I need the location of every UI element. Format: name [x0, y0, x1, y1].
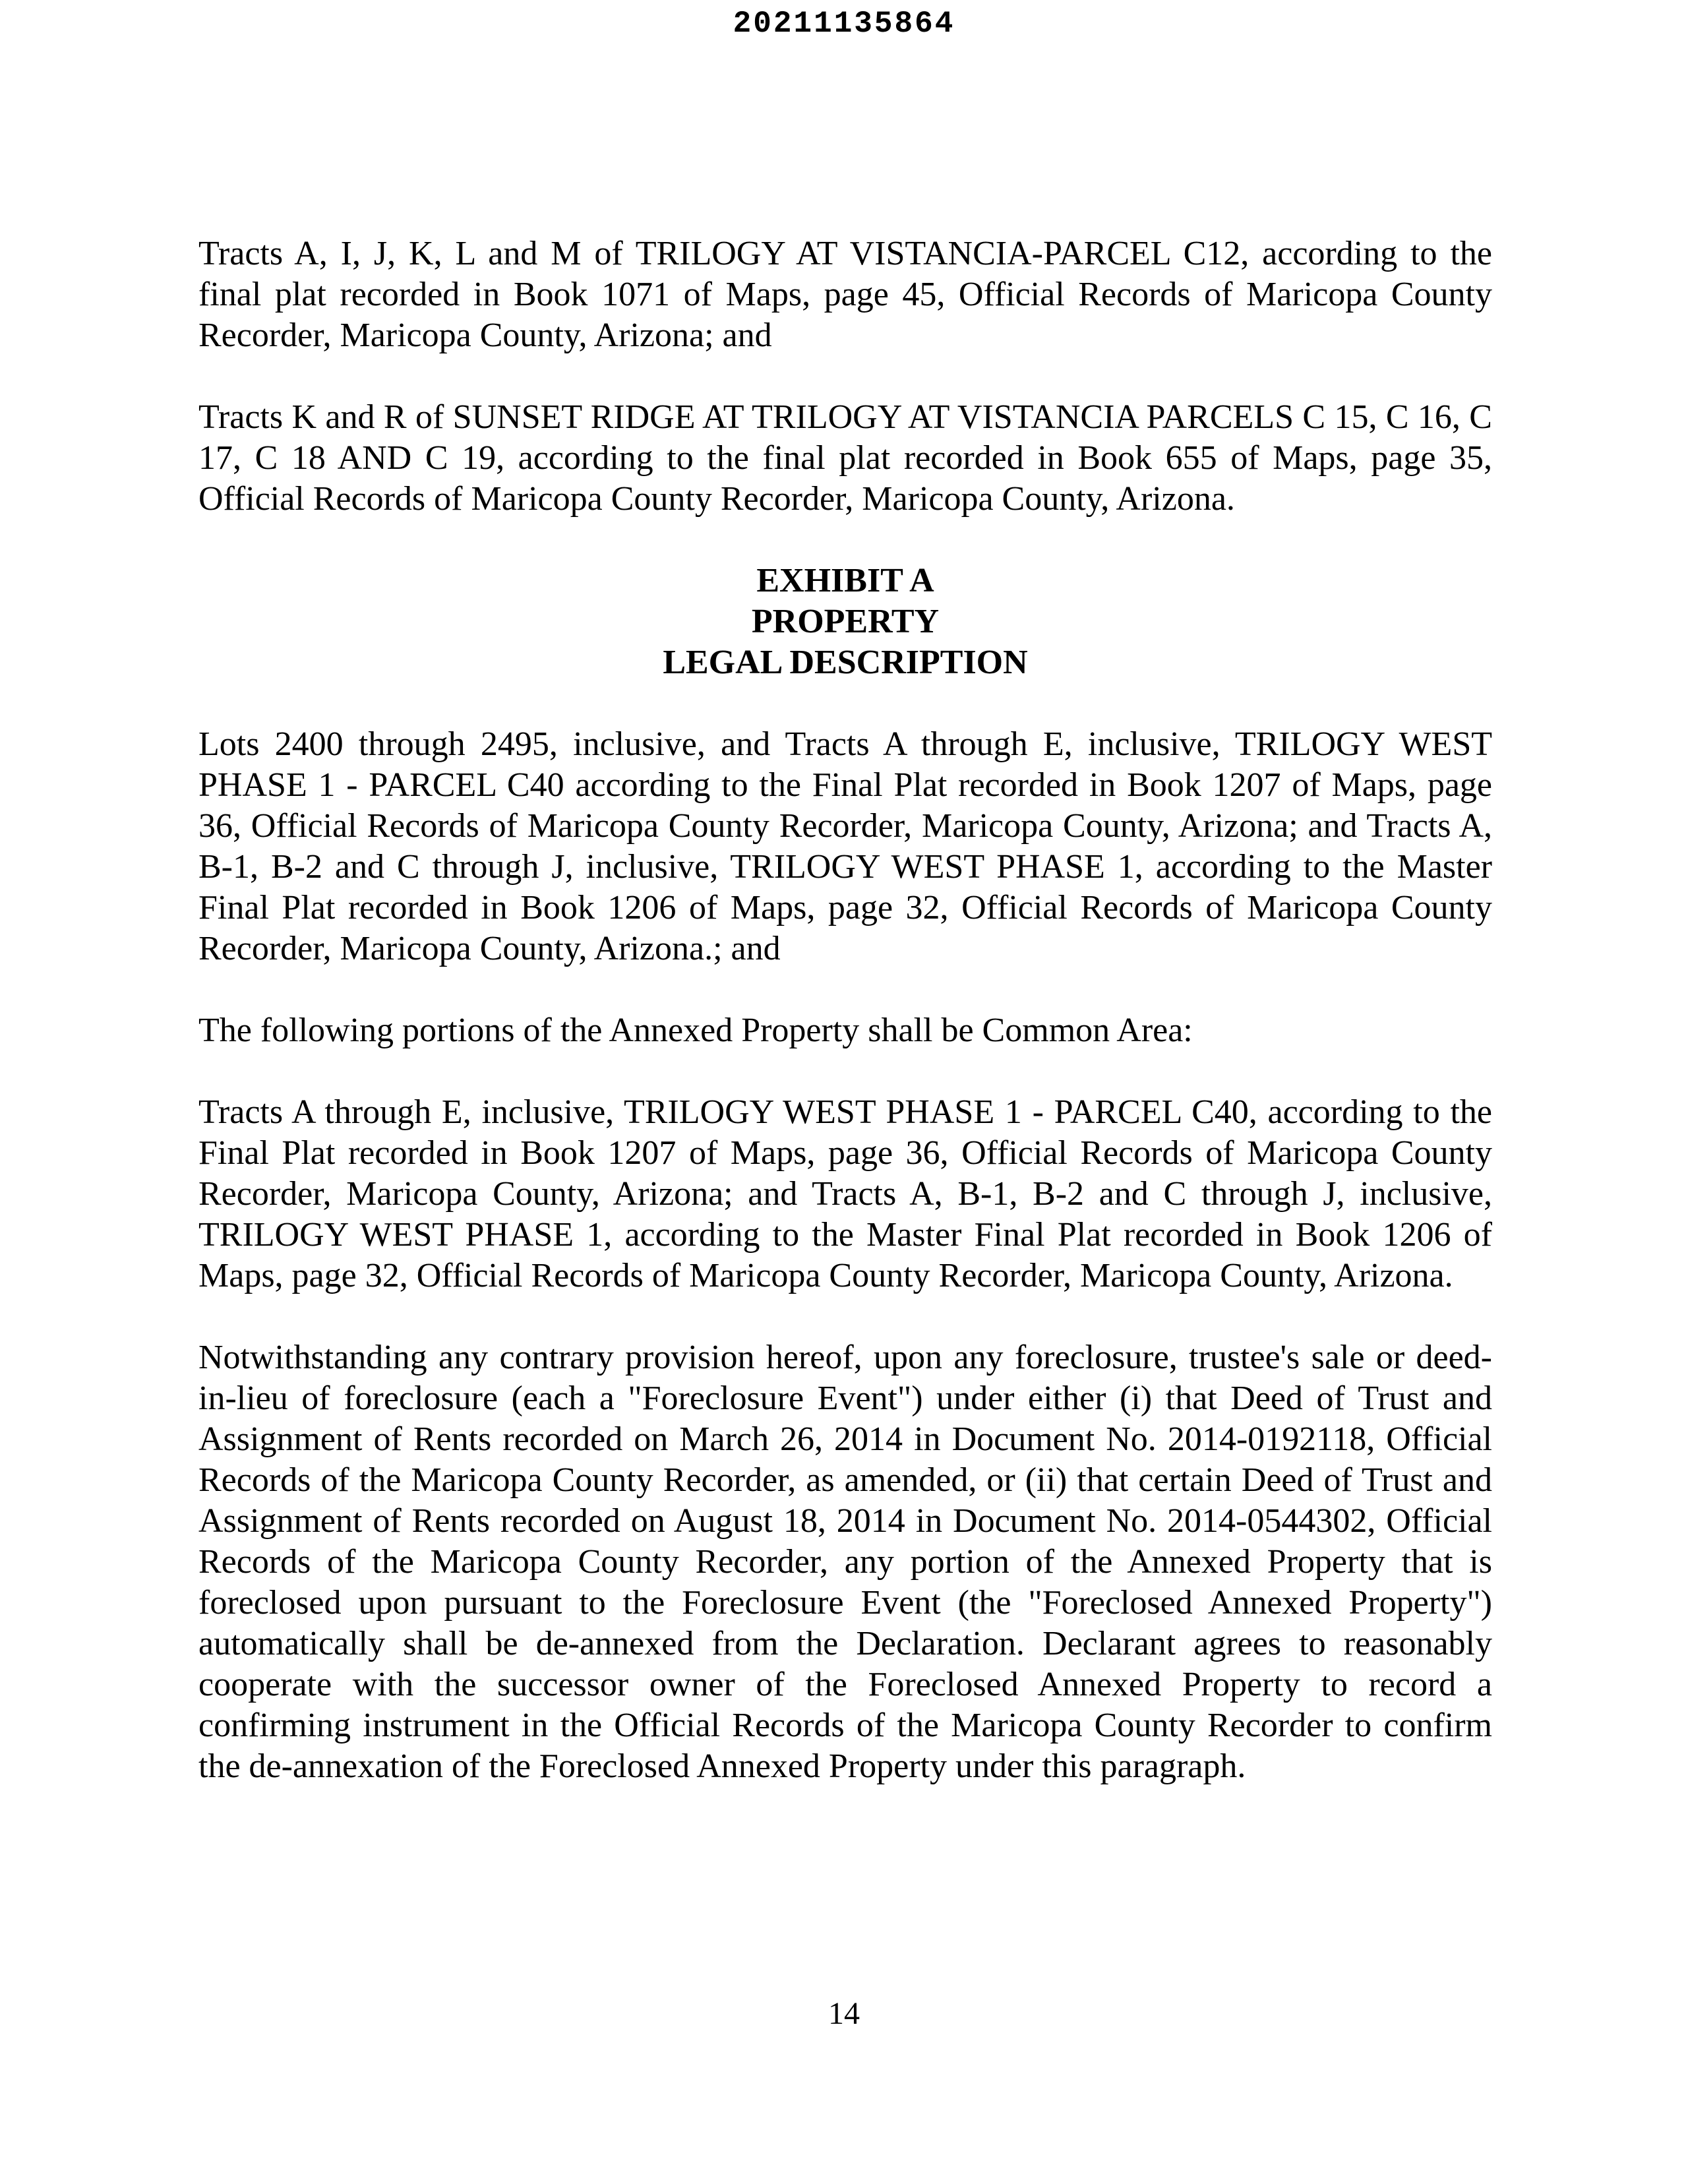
- page-body: [198, 233, 1492, 1828]
- exhibit-subtitle-legal-description: LEGAL DESCRIPTION: [663, 644, 1028, 681]
- exhibit-subtitle-property: PROPERTY: [751, 603, 940, 640]
- document-number: 20211135864: [733, 7, 955, 41]
- exhibit-heading: [198, 561, 1492, 683]
- common-area-tracts-paragraph: Tracts A through E, inclusive, TRILOGY WEST PHASE 1 - PARCEL C40, according to the Final Plat recorded in Book 1207 of Maps, page 36, Official Records of Maricopa County Recorder, Maricopa County, Arizona; and Tracts A, B-1, B-2 and C through J, inclusive, TRILOGY WEST PHASE 1, according to the Master Final Plat recorded in Book 1206 of Maps, page 32, Official Records of Maricopa County Recorder, Maricopa County, Arizona.: [198, 1093, 1492, 1294]
- exhibit-title: EXHIBIT A: [756, 562, 934, 599]
- intro-paragraph-sunset-ridge: Tracts K and R of SUNSET RIDGE AT TRILOGY AT VISTANCIA PARCELS C 15, C 16, C 17, C 18 AND C 19, according to the final plat recorded in Book 655 of Maps, page 35, Official Records of Maricopa County Recorder, Maricopa County, Arizona.: [198, 398, 1492, 518]
- page-number: 14: [828, 1996, 860, 2031]
- lots-paragraph: Lots 2400 through 2495, inclusive, and Tracts A through E, inclusive, TRILOGY WEST PHASE 1 - PARCEL C40 according to the Final Plat recorded in Book 1207 of Maps, page 36, Official Records of Maricopa County Recorder, Maricopa County, Arizona; and Tracts A, B-1, B-2 and C through J, inclusive, TRILOGY WEST PHASE 1, according to the Master Final Plat recorded in Book 1206 of Maps, page 32, Official Records of Maricopa County Recorder, Maricopa County, Arizona.; and: [198, 725, 1492, 967]
- common-area-intro: The following portions of the Annexed Property shall be Common Area:: [198, 1012, 1193, 1049]
- foreclosure-paragraph: Notwithstanding any contrary provision hereof, upon any foreclosure, trustee's sale or deed-in-lieu of foreclosure (each a "Foreclosure Event") under either (i) that Deed of Trust and Assignment of Rents recorded on March 26, 2014 in Document No. 2014-0192118, Official Records of the Maricopa County Recorder, as amended, or (ii) that certain Deed of Trust and Assignment of Rents recorded on August 18, 2014 in Document No. 2014-0544302, Official Records of the Maricopa County Recorder, any portion of the Annexed Property that is foreclosed upon pursuant to the Foreclosure Event (the "Foreclosed Annexed Property") automatically shall be de-annexed from the Declaration. Declarant agrees to reasonably cooperate with the successor owner of the Foreclosed Annexed Property to record a confirming instrument in the Official Records of the Maricopa County Recorder to confirm the de-annexation of the Foreclosed Annexed Property under this paragraph.: [198, 1339, 1492, 1785]
- intro-paragraph-trilogy-vistancia: Tracts A, I, J, K, L and M of TRILOGY AT VISTANCIA-PARCEL C12, according to the final plat recorded in Book 1071 of Maps, page 45, Official Records of Maricopa County Recorder, Maricopa County, Arizona; and: [198, 235, 1492, 354]
